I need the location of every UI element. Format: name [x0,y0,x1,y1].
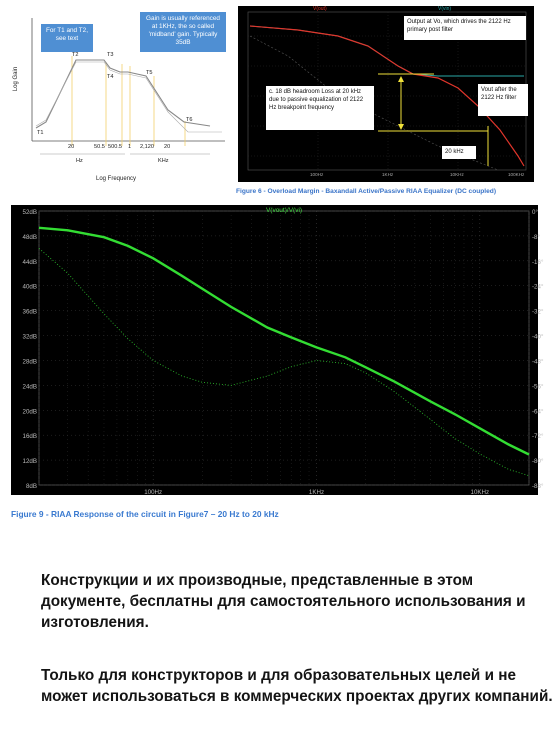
trace-label-out: V(out) [313,6,327,12]
note-20k: 20 kHz [442,146,476,159]
point-t6: T6 [186,117,193,123]
y-tick-label: 48dB [22,233,37,241]
paragraph-usage: Только для конструкторов и для образовательных целей и не может использоваться в коммерческих проектах других компаний. [41,667,553,705]
paragraph-license: Конструкции и их производные, представленные в этом документе, бесплатны для самостоятельного использования и изготовления. [41,572,526,631]
figure9-caption: Figure 9 - RIAA Response of the circuit in Figure7 – 20 Hz to 20 kHz [11,509,279,519]
y2-tick-label: -48° [532,358,544,366]
x-axis-title: Log Frequency [96,176,137,182]
callout-gain-reference: Gain is usually referenced at 1KHz, the so called 'midband' gain. Typically 35dB [140,12,226,52]
y2-tick-label: -32° [532,308,544,316]
y2-tick-label: -24° [532,283,544,291]
y-tick-label: 44dB [22,258,37,266]
y2-tick-label: -8° [532,233,540,241]
x-tick: 100KHz [508,172,525,177]
figure6-caption: Figure 6 - Overload Margin - Baxandall Active/Passive RIAA Equalizer (DC coupled) [236,188,497,195]
trace-label-vin: V(vin) [438,6,452,12]
y2-tick-label: -40° [532,333,544,341]
y-tick-label: 12dB [22,458,37,466]
x-tick: 100Hz [310,172,324,177]
y-tick-label: 20dB [22,408,37,416]
y-tick-label: 28dB [22,358,37,366]
y2-tick-label: 0° [532,209,538,216]
freq-label: 20 [68,144,75,150]
x-tick: 1KHz [382,172,394,177]
freq-label: 2,120 [140,144,154,150]
unit-hz: Hz [76,158,83,164]
point-t3: T3 [107,52,114,58]
y-tick-label: 36dB [22,308,37,316]
unit-khz: KHz [158,158,169,164]
y-tick-label: 8dB [25,483,37,490]
y2-tick-label: -88° [532,483,544,490]
y-tick-label: 24dB [22,383,37,391]
point-t4: T4 [107,74,114,80]
point-t2: T2 [72,52,79,58]
x-tick-label: 10KHz [470,489,490,496]
overload-margin-plot [238,6,534,182]
freq-label: 500.5 [108,144,122,150]
callout-t1-t2: For T1 and T2, see text [41,24,93,52]
y2-tick-label: -56° [532,383,544,391]
y-tick-label: 40dB [22,283,37,291]
chart-title: V(vout)/V(vi) [265,207,303,214]
y-tick-label: 52dB [22,209,37,216]
plot-frame [39,211,529,485]
magnitude-series-line [39,228,529,455]
riaa-response-plot [11,205,544,496]
point-t1: T1 [37,130,44,136]
y2-tick-label: -80° [532,458,544,466]
x-tick-label: 100Hz [144,489,163,496]
y2-tick-label: -64° [532,408,544,416]
freq-label: 20 [164,144,171,150]
y-tick-label: 32dB [22,333,37,341]
y-axis-title: Log Gain [13,66,20,92]
note-vout: Vout after the 2122 Hz filter [478,84,528,116]
x-tick: 10KHz [450,172,464,177]
x-tick-label: 1KHz [308,489,325,496]
freq-label: 50.5 [94,144,105,150]
point-t5: T5 [146,70,153,76]
freq-label: 1 [128,144,132,150]
note-headroom: c. 18 dB headroom Loss at 20 kHz due to passive equalization of 2122 Hz breakpoint frequency [266,86,374,130]
riaa-diagram [10,6,232,186]
riaa-response-graphic [11,205,544,496]
y-tick-label: 16dB [22,433,37,441]
phase-series-line [39,248,529,475]
y2-tick-label: -16° [532,258,544,266]
y2-tick-label: -72° [532,433,544,441]
note-output: Output at Vo, which drives the 2122 Hz primary post filter [404,16,526,40]
